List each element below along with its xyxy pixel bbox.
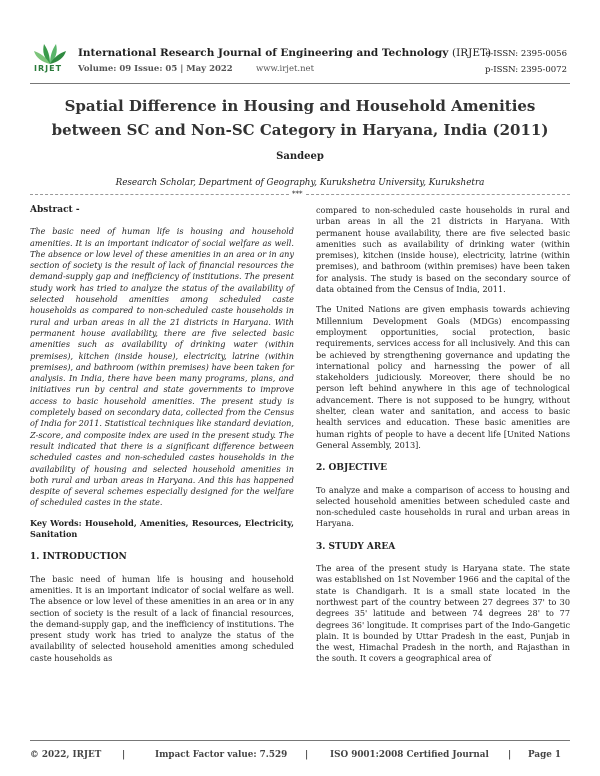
eissn: e-ISSN: 2395-0056: [485, 49, 567, 59]
section-heading-study-area: 3. STUDY AREA: [316, 541, 396, 552]
author-affiliation: Research Scholar, Department of Geography, Kurukshetra University, Kurukshetra: [115, 178, 485, 188]
left-column: [30, 205, 294, 673]
footer-divider-3: |: [508, 750, 512, 760]
abstract-text: The basic need of human life is housing and household amenities. It is an important indicator of social welfare as well. The absence or low level of these amenities in an area or in any section of society is the result of lack of financial resources the demand-supply gap and inefficiency of institutions. The present study work has tried to analyze the status of the availability of selected household amenities among scheduled caste households as compared to non-scheduled caste households in rural and urban areas in all the 21 districts in Haryana. With permanent house availability, there are five selected basic amenities such as availability of drinking water (within premises), kitchen (inside house), electricity, latrine (within premises), and bathroom (within premises) have been taken for analysis. In India, there have been many programs, plans, and initiatives run by central and state governments to improve access to basic household amenities. The present study is completely based on secondary data, collected from the Census of India for 2011. Statistical techniques like standard deviation, Z-score, and composite index are used in the present study. The result indicated that there is a significant difference between scheduled castes and non-scheduled castes households in the availability of housing and selected household amenities in both rural and urban areas in Haryana. And this has happened despite of several schemes especially designed for the welfare of scheduled castes in the state.: [30, 226, 294, 508]
paper-title: Spatial Difference in Housing and Household Amenities between SC and Non-SC Category in Haryana, India (2011): [51, 97, 549, 139]
footer-divider: [30, 740, 570, 741]
irjet-logo: [30, 42, 70, 76]
footer-divider-1: |: [122, 750, 126, 760]
pissn: p-ISSN: 2395-0072: [484, 65, 567, 75]
objective-text: To analyze and make a comparison of access to housing and selected household amenities between scheduled caste and non-scheduled caste households in rural and urban areas in Haryana.: [316, 484, 570, 529]
section-heading-objective: 2. OBJECTIVE: [316, 463, 388, 474]
separator-stars: ***: [292, 190, 303, 198]
logo-text: IRJET: [34, 64, 63, 73]
abstract-heading: Abstract -: [30, 205, 80, 215]
journal-name: [78, 47, 491, 59]
volume-info: Volume: 09 Issue: 05 | May 2022: [78, 64, 233, 74]
study-area-text: The area of the present study is Haryana state. The state was established on 1st November 1966 and the capital of the state is Chandigarh. It is a small state located in the northwest part of the country between 27 degrees 37' to 30 degrees 35' latitude and between 74 degrees 28' to 77 degrees 36' longitude. It comprises part of the Indo-Gangetic plain. It is bounded by Uttar Pradesh in the east, Punjab in the west, Himachal Pradesh in the north, and Rajasthan in the south. It covers a geographical area of: [316, 563, 570, 664]
footer-iso: ISO 9001:2008 Certified Journal: [330, 750, 489, 760]
footer-copyright: © 2022, IRJET: [30, 750, 102, 760]
footer-divider-2: |: [305, 750, 309, 760]
section-heading-introduction: 1. INTRODUCTION: [30, 552, 127, 563]
website-link[interactable]: www.irjet.net: [256, 64, 315, 74]
footer-page-number: Page 1: [528, 750, 562, 760]
author-name: Sandeep: [276, 151, 324, 162]
keywords: Key Words: Household, Amenities, Resources, Electricity, Sanitation: [30, 517, 294, 540]
journal-title: International Research Journal of Engineering and Technology: [78, 47, 449, 59]
introduction-continued: compared to non-scheduled caste households in rural and urban areas in all the 21 districts in Haryana. With permanent house availability, there are five selected basic amenities such as availability of drinking water (within premises), kitchen (inside house), electricity, latrine (within premises), and bathroom (within premises) have been taken for analysis. The study is based on the secondary source of data obtained from the Census of India, 2011.: [316, 205, 570, 295]
right-column: [316, 205, 570, 674]
title-separator: [30, 190, 570, 203]
journal-header: [30, 42, 570, 75]
header-divider: [30, 83, 570, 84]
journal-abbr: (IRJET): [451, 47, 492, 59]
un-paragraph: The United Nations are given emphasis towards achieving Millennium Development Goals (MDGs) encompassing employment opportunities, social protection, basic requirements, services access for all inclusively. And this can be achieved by strengthening governance and updating the international policy and harnessing the power of all stakeholders judiciously. Moreover, there should be no person left behind anywhere in this age of technological advancement. There is not supposed to be hungry, without shelter, clean water and sanitation, and access to basic health services and education. These basic amenities are human rights of people to have a decent life [United Nations General Assembly, 2013].: [316, 304, 570, 450]
footer-impact-factor: Impact Factor value: 7.529: [155, 750, 288, 760]
introduction-text: The basic need of human life is housing and household amenities. It is an important indicator of social welfare as well. The absence or low level of these amenities in an area or in any section of society is the result of a lack of financial resources, the demand-supply gap, and the inefficiency of institutions. The present study work has tried to analyze the status of the availability of selected household amenities among scheduled caste households as: [30, 573, 294, 663]
